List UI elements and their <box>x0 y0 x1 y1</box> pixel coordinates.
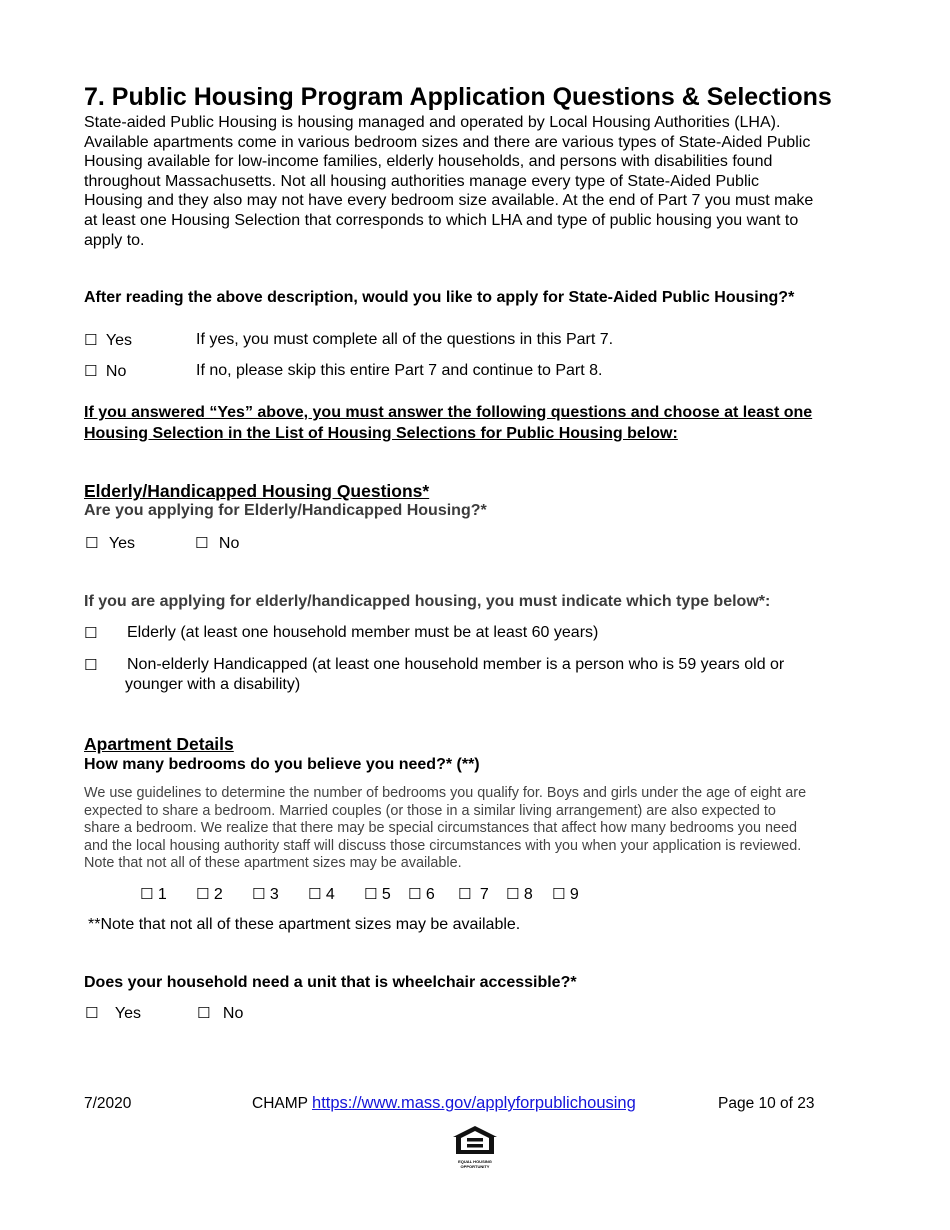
bedroom-2-label: 2 <box>213 886 223 903</box>
type-question: If you are applying for elderly/handicapped housing, you must indicate which type below*: <box>84 593 771 610</box>
bedroom-option-7[interactable] <box>458 885 489 904</box>
guideline-line: Note that not all of these apartment sizes may be available. <box>84 855 462 872</box>
bedroom-1-label: 1 <box>157 886 167 903</box>
guideline-line: share a bedroom. We realize that there may be special circumstances that affect how many bedrooms you need <box>84 820 797 837</box>
footer-champ <box>252 1094 636 1113</box>
equal-housing-text <box>452 1160 498 1169</box>
apply-question: After reading the above description, would you like to apply for State-Aided Public Housing?* <box>84 289 795 306</box>
equal-housing-text-line2: OPPORTUNITY <box>460 1163 490 1169</box>
bedroom-1-checkbox[interactable]: ☐ <box>140 885 154 903</box>
bedroom-question: How many bedrooms do you believe you need?* (**) <box>84 756 480 773</box>
footer-page-number: Page 10 of 23 <box>718 1095 815 1112</box>
elderly-no-checkbox[interactable]: ☐ <box>195 534 209 552</box>
elderly-yes-label: Yes <box>108 535 136 552</box>
bedroom-9-checkbox[interactable]: ☐ <box>552 885 566 903</box>
bedroom-option-4[interactable] <box>308 885 335 904</box>
bedroom-3-checkbox[interactable]: ☐ <box>252 885 266 903</box>
elderly-question: Are you applying for Elderly/Handicapped Housing?* <box>84 502 487 519</box>
type-nonelderly-label-line1: Non-elderly Handicapped (at least one household member is a person who is 59 years old or <box>127 656 785 673</box>
wheelchair-yes-checkbox[interactable]: ☐ <box>85 1004 99 1022</box>
bedroom-4-checkbox[interactable]: ☐ <box>308 885 322 903</box>
bedroom-note: **Note that not all of these apartment sizes may be available. <box>88 916 521 933</box>
footer-champ-label: CHAMP <box>252 1095 308 1112</box>
intro-line: Housing available for low-income families, elderly households, and persons with disabilities found <box>84 153 773 171</box>
type-nonelderly-label-line2: younger with a disability) <box>125 676 301 693</box>
bedroom-2-checkbox[interactable]: ☐ <box>196 885 210 903</box>
type-elderly-checkbox[interactable]: ☐ <box>84 624 98 642</box>
intro-paragraph <box>84 113 874 250</box>
equal-housing-text-line1: EQUAL HOUSING <box>458 1159 492 1164</box>
equal-housing-house-icon <box>452 1125 498 1155</box>
guideline-line: and the local housing authority staff will discuss those circumstances with you when your application is reviewed. <box>84 837 802 854</box>
intro-line: State-aided Public Housing is housing managed and operated by Local Housing Authorities (LHA). <box>84 114 781 131</box>
elderly-no-label: No <box>218 535 240 552</box>
elderly-section-heading: Elderly/Handicapped Housing Questions* <box>84 481 430 501</box>
wheelchair-yes-label: Yes <box>114 1005 142 1022</box>
footer-date: 7/2020 <box>84 1095 132 1112</box>
apply-yes-label: Yes <box>105 332 133 349</box>
bedroom-option-8[interactable] <box>506 885 533 904</box>
type-nonelderly-option[interactable] <box>84 656 97 675</box>
apply-no-label: No <box>105 363 127 380</box>
bedroom-6-label: 6 <box>425 886 435 903</box>
page-title: 7. Public Housing Program Application Questions & Selections <box>84 83 832 111</box>
instruction-line: Housing Selection in the List of Housing Selections for Public Housing below: <box>84 424 678 442</box>
bedroom-8-checkbox[interactable]: ☐ <box>506 885 520 903</box>
bedroom-guidelines <box>84 785 884 873</box>
bedroom-9-label: 9 <box>569 886 579 903</box>
apply-yes-option[interactable] <box>84 331 132 350</box>
wheelchair-no-checkbox[interactable]: ☐ <box>197 1004 211 1022</box>
bedroom-option-9[interactable] <box>552 885 579 904</box>
footer-url-link[interactable]: https://www.mass.gov/applyforpublichousing <box>312 1094 636 1112</box>
intro-line: at least one Housing Selection that corresponds to which LHA and type of public housing you want to <box>84 211 799 229</box>
bedroom-option-5[interactable] <box>364 885 391 904</box>
elderly-yes-option[interactable] <box>85 534 135 553</box>
wheelchair-question: Does your household need a unit that is wheelchair accessible?* <box>84 974 577 991</box>
wheelchair-no-label: No <box>222 1005 244 1022</box>
bedroom-option-3[interactable] <box>252 885 279 904</box>
bedroom-7-checkbox[interactable]: ☐ <box>458 885 472 903</box>
apply-no-option[interactable] <box>84 362 126 381</box>
type-elderly-option[interactable] <box>84 624 97 643</box>
elderly-no-option[interactable] <box>195 534 239 553</box>
apply-yes-description: If yes, you must complete all of the questions in this Part 7. <box>196 331 614 348</box>
instruction-line: If you answered “Yes” above, you must answer the following questions and choose at least one <box>84 404 813 421</box>
bedroom-5-label: 5 <box>381 886 391 903</box>
instruction-block <box>84 403 884 444</box>
apply-yes-checkbox[interactable]: ☐ <box>84 331 98 349</box>
bedroom-option-6[interactable] <box>408 885 435 904</box>
wheelchair-yes-option[interactable] <box>85 1004 141 1023</box>
type-elderly-label: Elderly (at least one household member must be at least 60 years) <box>127 624 599 641</box>
equal-housing-logo <box>452 1125 498 1169</box>
bedroom-8-label: 8 <box>523 886 533 903</box>
bedroom-6-checkbox[interactable]: ☐ <box>408 885 422 903</box>
bedroom-option-1[interactable] <box>140 885 167 904</box>
apartment-section-heading: Apartment Details <box>84 734 234 754</box>
apply-no-checkbox[interactable]: ☐ <box>84 362 98 380</box>
apply-no-description: If no, please skip this entire Part 7 and continue to Part 8. <box>196 362 603 379</box>
bedroom-option-2[interactable] <box>196 885 223 904</box>
elderly-yes-checkbox[interactable]: ☐ <box>85 534 99 552</box>
bedroom-7-label: 7 <box>479 886 489 903</box>
bedroom-5-checkbox[interactable]: ☐ <box>364 885 378 903</box>
intro-line: Available apartments come in various bedroom sizes and there are various types of State-Aided Public <box>84 133 811 151</box>
intro-line: Housing and they also may not have every bedroom size available. At the end of Part 7 you must make <box>84 192 814 210</box>
bedroom-3-label: 3 <box>269 886 279 903</box>
guideline-line: We use guidelines to determine the number of bedrooms you qualify for. Boys and girls under the age of eight are <box>84 785 807 801</box>
wheelchair-no-option[interactable] <box>197 1004 243 1023</box>
guideline-line: expected to share a bedroom. Married couples (or those in a similar living arrangement) are also expected to <box>84 802 776 819</box>
intro-line: throughout Massachusetts. Not all housing authorities manage every type of State-Aided Public <box>84 172 760 190</box>
type-nonelderly-checkbox[interactable]: ☐ <box>84 656 98 674</box>
bedroom-4-label: 4 <box>325 886 335 903</box>
intro-line: apply to. <box>84 231 145 249</box>
